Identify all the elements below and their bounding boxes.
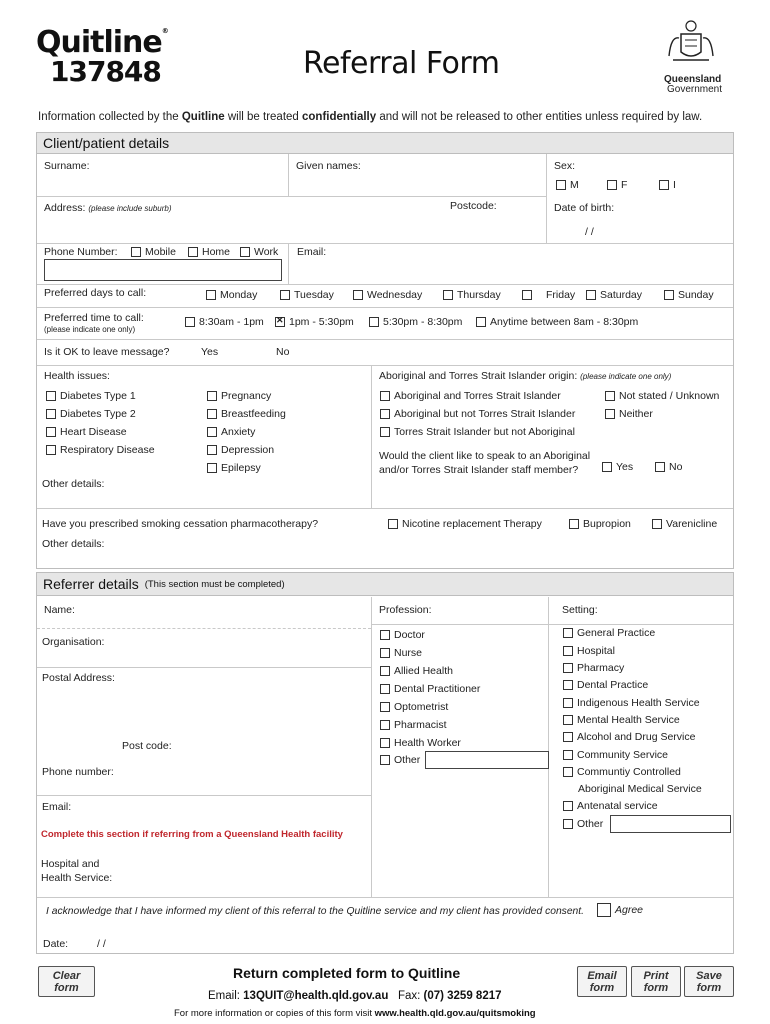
agree-label: Agree <box>615 904 644 916</box>
pharm-option[interactable] <box>569 518 631 530</box>
email-btn-label: form <box>589 981 615 994</box>
setting-option-label: Communtiy Controlled <box>577 766 681 778</box>
setting-checkbox[interactable] <box>563 680 573 690</box>
profession-checkbox[interactable] <box>380 720 390 730</box>
health-label: Breastfeeding <box>221 408 286 420</box>
setting-other-input[interactable] <box>610 815 731 833</box>
sex-f-label: F <box>621 179 628 191</box>
phone-mobile-option[interactable] <box>131 246 176 258</box>
save-btn-label: form <box>696 981 722 994</box>
profession-checkbox[interactable] <box>380 755 390 765</box>
atsi-label <box>379 370 671 382</box>
day-tuesday-option[interactable] <box>280 289 334 301</box>
profession-checkbox[interactable] <box>380 666 390 676</box>
profession-option-label: Dental Practitioner <box>394 683 481 695</box>
phone-home-option[interactable] <box>188 246 230 258</box>
profession-option[interactable] <box>380 683 480 695</box>
agree-checkbox[interactable] <box>597 903 611 917</box>
atsi-option[interactable] <box>380 408 575 420</box>
work-checkbox[interactable] <box>240 247 250 257</box>
clear-label: form <box>54 981 79 994</box>
atsi-checkbox[interactable] <box>380 409 390 419</box>
gov-subtitle: Government <box>667 84 723 95</box>
hospital-label-line1: Hospital and <box>41 858 100 870</box>
setting-option[interactable] <box>563 627 655 639</box>
home-checkbox[interactable] <box>188 247 198 257</box>
health-checkbox[interactable] <box>46 445 56 455</box>
atsi-option[interactable] <box>380 426 575 438</box>
intro-bold: Quitline <box>181 111 225 123</box>
clear-label: Clear <box>52 969 81 982</box>
referrer-name-label: Name: <box>44 604 75 616</box>
time-label: 1pm - 5:30pm <box>289 316 354 328</box>
address-text: Address: <box>44 202 86 214</box>
speak-no-label: No <box>669 461 683 473</box>
fax-number: (07) 3259 8217 <box>423 990 502 1002</box>
day-sunday-option[interactable] <box>664 289 714 301</box>
phone-label: Phone Number: <box>44 246 118 258</box>
hospital-label-line2: Health Service: <box>41 872 113 884</box>
speak-no-checkbox[interactable] <box>655 462 665 472</box>
health-checkbox[interactable] <box>207 463 217 473</box>
sex-f-option[interactable] <box>607 179 627 191</box>
atsi-hint: (please indicate one only) <box>580 372 672 381</box>
mobile-label: Mobile <box>145 246 176 258</box>
print-form-button[interactable] <box>631 966 681 997</box>
day-checkbox[interactable] <box>353 290 363 300</box>
profession-label: Profession: <box>379 604 432 616</box>
sex-m-label: M <box>570 179 579 191</box>
health-label: Epilepsy <box>221 462 261 474</box>
setting-option-label: General Practice <box>577 627 656 639</box>
setting-option[interactable] <box>563 731 695 743</box>
profession-other-input[interactable] <box>425 751 549 769</box>
profession-option[interactable] <box>380 737 461 749</box>
sex-m-checkbox[interactable] <box>556 180 566 190</box>
atsi-option[interactable] <box>605 390 719 402</box>
pharm-option-label: Bupropion <box>583 518 631 530</box>
setting-option-label: Alcohol and Drug Service <box>577 731 696 743</box>
health-option[interactable] <box>207 426 255 438</box>
more-info-text: For more information or copies of this form visit <box>174 1008 375 1019</box>
profession-option-label: Doctor <box>394 629 425 641</box>
atsi-option-label: Aboriginal but not Torres Strait Islander <box>394 408 576 420</box>
sex-i-checkbox[interactable] <box>659 180 669 190</box>
intro-bold: confidentially <box>302 111 377 123</box>
time-checkbox[interactable] <box>476 317 486 327</box>
profession-option[interactable] <box>380 665 453 677</box>
setting-option-label: Hospital <box>577 645 615 657</box>
atsi-checkbox[interactable] <box>380 427 390 437</box>
day-label: Thursday <box>457 289 501 301</box>
health-option[interactable] <box>207 444 274 456</box>
day-checkbox[interactable] <box>280 290 290 300</box>
atsi-checkbox[interactable] <box>380 391 390 401</box>
setting-option[interactable] <box>563 662 624 674</box>
setting-checkbox[interactable] <box>563 628 573 638</box>
time-label: 8:30am - 1pm <box>199 316 264 328</box>
postal-address-label: Postal Address: <box>42 672 115 684</box>
setting-option-label: Pharmacy <box>577 662 625 674</box>
speak-question-line2: and/or Torres Strait Islander staff member? <box>379 464 579 476</box>
email-contact-address[interactable]: 13QUIT@health.qld.gov.au <box>243 990 389 1002</box>
health-checkbox[interactable] <box>46 391 56 401</box>
setting-option-label-cont: Aboriginal Medical Service <box>578 783 702 795</box>
day-label: Friday <box>546 289 576 301</box>
mobile-checkbox[interactable] <box>131 247 141 257</box>
day-friday-option[interactable] <box>522 289 575 301</box>
more-info-url[interactable]: www.health.qld.gov.au/quitsmoking <box>374 1008 536 1019</box>
health-option[interactable] <box>46 408 136 420</box>
setting-option-label: Mental Health Service <box>577 714 680 726</box>
time-option-3[interactable] <box>369 316 462 328</box>
setting-option[interactable] <box>563 766 681 778</box>
contact-line <box>208 990 502 1002</box>
speak-no-option[interactable] <box>655 461 682 473</box>
pharm-checkbox[interactable] <box>569 519 579 529</box>
fax-label: Fax: <box>397 990 424 1002</box>
profession-checkbox[interactable] <box>380 738 390 748</box>
intro-part: and will not be released to other entities unless required by law. <box>376 111 703 123</box>
referrer-heading-note: (This section must be completed) <box>144 578 285 590</box>
logo-wordmark: Quitline <box>36 25 162 60</box>
day-label: Monday <box>220 289 258 301</box>
queensland-crest-icon <box>661 16 721 76</box>
atsi-option[interactable] <box>605 408 653 420</box>
sex-i-label: I <box>673 179 676 191</box>
sex-i-option[interactable] <box>659 179 676 191</box>
health-option[interactable] <box>46 390 136 402</box>
atsi-checkbox[interactable] <box>605 391 615 401</box>
logo-phone-number: 137848 <box>50 55 161 88</box>
profession-option-label: Allied Health <box>394 665 453 677</box>
setting-label: Setting: <box>562 604 598 616</box>
time-checkbox[interactable] <box>185 317 195 327</box>
client-heading-text: Client/patient details <box>43 135 170 151</box>
dob-label: Date of birth: <box>554 202 615 214</box>
health-checkbox[interactable] <box>207 409 217 419</box>
day-thursday-option[interactable] <box>443 289 501 301</box>
atsi-text: Aboriginal and Torres Strait Islander origin: <box>379 370 578 382</box>
setting-option-label: Other <box>577 818 604 830</box>
intro-part: will be treated <box>224 111 303 123</box>
day-monday-option[interactable] <box>206 289 257 301</box>
profession-option[interactable] <box>380 754 420 766</box>
health-option[interactable] <box>207 390 271 402</box>
setting-checkbox[interactable] <box>563 732 573 742</box>
setting-checkbox[interactable] <box>563 698 573 708</box>
profession-checkbox[interactable] <box>380 648 390 658</box>
organisation-label: Organisation: <box>42 636 105 648</box>
given-names-label: Given names: <box>296 160 361 172</box>
health-label: Heart Disease <box>60 426 127 438</box>
profession-option[interactable] <box>380 719 447 731</box>
health-label: Pregnancy <box>221 390 272 402</box>
date-separator: / / <box>97 938 106 950</box>
speak-yes-checkbox[interactable] <box>602 462 612 472</box>
setting-option[interactable] <box>563 697 700 709</box>
health-checkbox[interactable] <box>207 427 217 437</box>
work-label: Work <box>254 246 279 258</box>
profession-checkbox[interactable] <box>380 702 390 712</box>
health-checkbox[interactable] <box>46 427 56 437</box>
consent-statement: I acknowledge that I have informed my client of this referral to the Quitline service and my client has provided consent. <box>46 906 584 917</box>
email-label: Email: <box>297 246 327 258</box>
post-code-label: Post code: <box>122 740 172 752</box>
day-checkbox[interactable] <box>522 290 532 300</box>
day-checkbox[interactable] <box>206 290 216 300</box>
atsi-checkbox[interactable] <box>605 409 615 419</box>
clear-form-button[interactable] <box>38 966 95 997</box>
day-label: Tuesday <box>294 289 334 301</box>
gov-name: Queensland <box>664 74 722 85</box>
time-option-1[interactable] <box>185 316 264 328</box>
return-heading: Return completed form to Quitline <box>233 965 461 981</box>
profession-checkbox[interactable] <box>380 684 390 694</box>
pharm-option[interactable] <box>652 518 717 530</box>
day-checkbox[interactable] <box>586 290 596 300</box>
health-option[interactable] <box>46 426 127 438</box>
time-checkbox-checked[interactable] <box>275 317 285 327</box>
intro-part: Information collected by the <box>38 111 182 123</box>
sex-label: Sex: <box>554 160 576 172</box>
setting-checkbox[interactable] <box>563 646 573 656</box>
leave-message-no[interactable]: No <box>276 346 290 358</box>
pharm-option-label: Varenicline <box>666 518 718 530</box>
referrer-phone-label: Phone number: <box>42 766 114 778</box>
profession-option-label: Nurse <box>394 647 423 659</box>
client-section-heading <box>36 132 734 154</box>
health-label: Diabetes Type 1 <box>60 390 136 402</box>
email-contact-label: Email: <box>208 990 244 1002</box>
health-checkbox[interactable] <box>46 409 56 419</box>
profession-option-label: Optometrist <box>394 701 449 713</box>
page-title: Referral Form <box>303 46 500 81</box>
profession-option-label: Pharmacist <box>394 719 447 731</box>
profession-option-label: Other <box>394 754 421 766</box>
day-wednesday-option[interactable] <box>353 289 422 301</box>
quitline-logo: Quitline® <box>36 25 168 60</box>
phone-input[interactable] <box>44 259 282 281</box>
day-label: Wednesday <box>367 289 423 301</box>
setting-option[interactable] <box>563 714 680 726</box>
health-label: Respiratory Disease <box>60 444 155 456</box>
setting-checkbox[interactable] <box>563 801 573 811</box>
atsi-option-label: Neither <box>619 408 653 420</box>
health-issues-label: Health issues: <box>44 370 110 382</box>
postcode-label: Postcode: <box>450 200 497 212</box>
pharmacotherapy-question: Have you prescribed smoking cessation pharmacotherapy? <box>42 518 319 530</box>
referrer-heading-text: Referrer details <box>43 576 139 592</box>
referrer-email-label: Email: <box>42 801 72 813</box>
phone-work-option[interactable] <box>240 246 278 258</box>
profession-option-label: Health Worker <box>394 737 461 749</box>
setting-option-label: Indigenous Health Service <box>577 697 700 709</box>
health-label: Diabetes Type 2 <box>60 408 136 420</box>
setting-option-label: Dental Practice <box>577 679 649 691</box>
setting-option-label: Antenatal service <box>577 800 658 812</box>
agree-option[interactable] <box>597 903 643 917</box>
setting-option[interactable] <box>563 679 648 691</box>
atsi-option-label: Aboriginal and Torres Strait Islander <box>394 390 561 402</box>
time-option-2[interactable] <box>275 316 354 328</box>
sex-f-checkbox[interactable] <box>607 180 617 190</box>
date-label: Date: <box>43 938 69 950</box>
email-form-button[interactable] <box>577 966 627 997</box>
sex-m-option[interactable] <box>556 179 579 191</box>
setting-checkbox[interactable] <box>563 715 573 725</box>
pharm-other-details-label: Other details: <box>42 538 105 550</box>
speak-question-line1: Would the client like to speak to an Aboriginal <box>379 450 591 462</box>
atsi-option-label: Not stated / Unknown <box>619 390 720 402</box>
profession-option[interactable] <box>380 629 425 641</box>
time-checkbox[interactable] <box>369 317 379 327</box>
health-checkbox[interactable] <box>207 445 217 455</box>
day-checkbox[interactable] <box>443 290 453 300</box>
leave-message-label: Is it OK to leave message? <box>44 346 170 358</box>
speak-yes-label: Yes <box>616 461 634 473</box>
health-option[interactable] <box>207 408 286 420</box>
email-btn-label: Email <box>587 969 617 982</box>
setting-checkbox[interactable] <box>563 663 573 673</box>
leave-message-yes[interactable]: Yes <box>201 346 219 358</box>
qh-facility-note: Complete this section if referring from a Queensland Health facility <box>41 829 343 840</box>
setting-checkbox[interactable] <box>563 819 573 829</box>
health-other-details-label: Other details: <box>42 478 105 490</box>
pharm-option[interactable] <box>388 518 542 530</box>
setting-option[interactable] <box>563 749 668 761</box>
pharm-checkbox[interactable] <box>652 519 662 529</box>
setting-checkbox[interactable] <box>563 767 573 777</box>
setting-option-label: Community Service <box>577 749 669 761</box>
pharm-option-label: Nicotine replacement Therapy <box>402 518 542 530</box>
intro-text <box>38 111 702 123</box>
print-btn-label: Print <box>643 969 669 982</box>
atsi-option-label: Torres Strait Islander but not Aboriginal <box>394 426 575 438</box>
time-option-4[interactable] <box>476 316 638 328</box>
profession-option[interactable] <box>380 701 448 713</box>
referrer-section-heading <box>36 572 734 596</box>
address-label <box>44 202 172 214</box>
preferred-time-hint: (please indicate one only) <box>44 325 136 334</box>
setting-option[interactable] <box>563 818 603 830</box>
home-label: Home <box>202 246 231 258</box>
day-checkbox[interactable] <box>664 290 674 300</box>
time-label: Anytime between 8am - 8:30pm <box>490 316 639 328</box>
print-btn-label: form <box>643 981 669 994</box>
health-option[interactable] <box>207 462 261 474</box>
pharm-checkbox[interactable] <box>388 519 398 529</box>
setting-option[interactable] <box>563 800 658 812</box>
speak-yes-option[interactable] <box>602 461 633 473</box>
more-info-line <box>174 1008 536 1019</box>
surname-label: Surname: <box>44 160 90 172</box>
health-checkbox[interactable] <box>207 391 217 401</box>
preferred-days-label: Preferred days to call: <box>44 287 147 299</box>
day-label: Saturday <box>600 289 643 301</box>
profession-checkbox[interactable] <box>380 630 390 640</box>
address-hint: (please include suburb) <box>88 204 172 213</box>
dob-separator: / / <box>585 226 594 238</box>
profession-option[interactable] <box>380 647 422 659</box>
time-label: 5:30pm - 8:30pm <box>383 316 463 328</box>
preferred-time-label: Preferred time to call: <box>44 312 144 324</box>
atsi-option[interactable] <box>380 390 561 402</box>
day-saturday-option[interactable] <box>586 289 642 301</box>
health-option[interactable] <box>46 444 155 456</box>
setting-option[interactable] <box>563 645 615 657</box>
health-label: Anxiety <box>221 426 256 438</box>
save-form-button[interactable] <box>684 966 734 997</box>
setting-checkbox[interactable] <box>563 750 573 760</box>
save-btn-label: Save <box>696 969 722 982</box>
day-label: Sunday <box>678 289 714 301</box>
health-label: Depression <box>221 444 275 456</box>
